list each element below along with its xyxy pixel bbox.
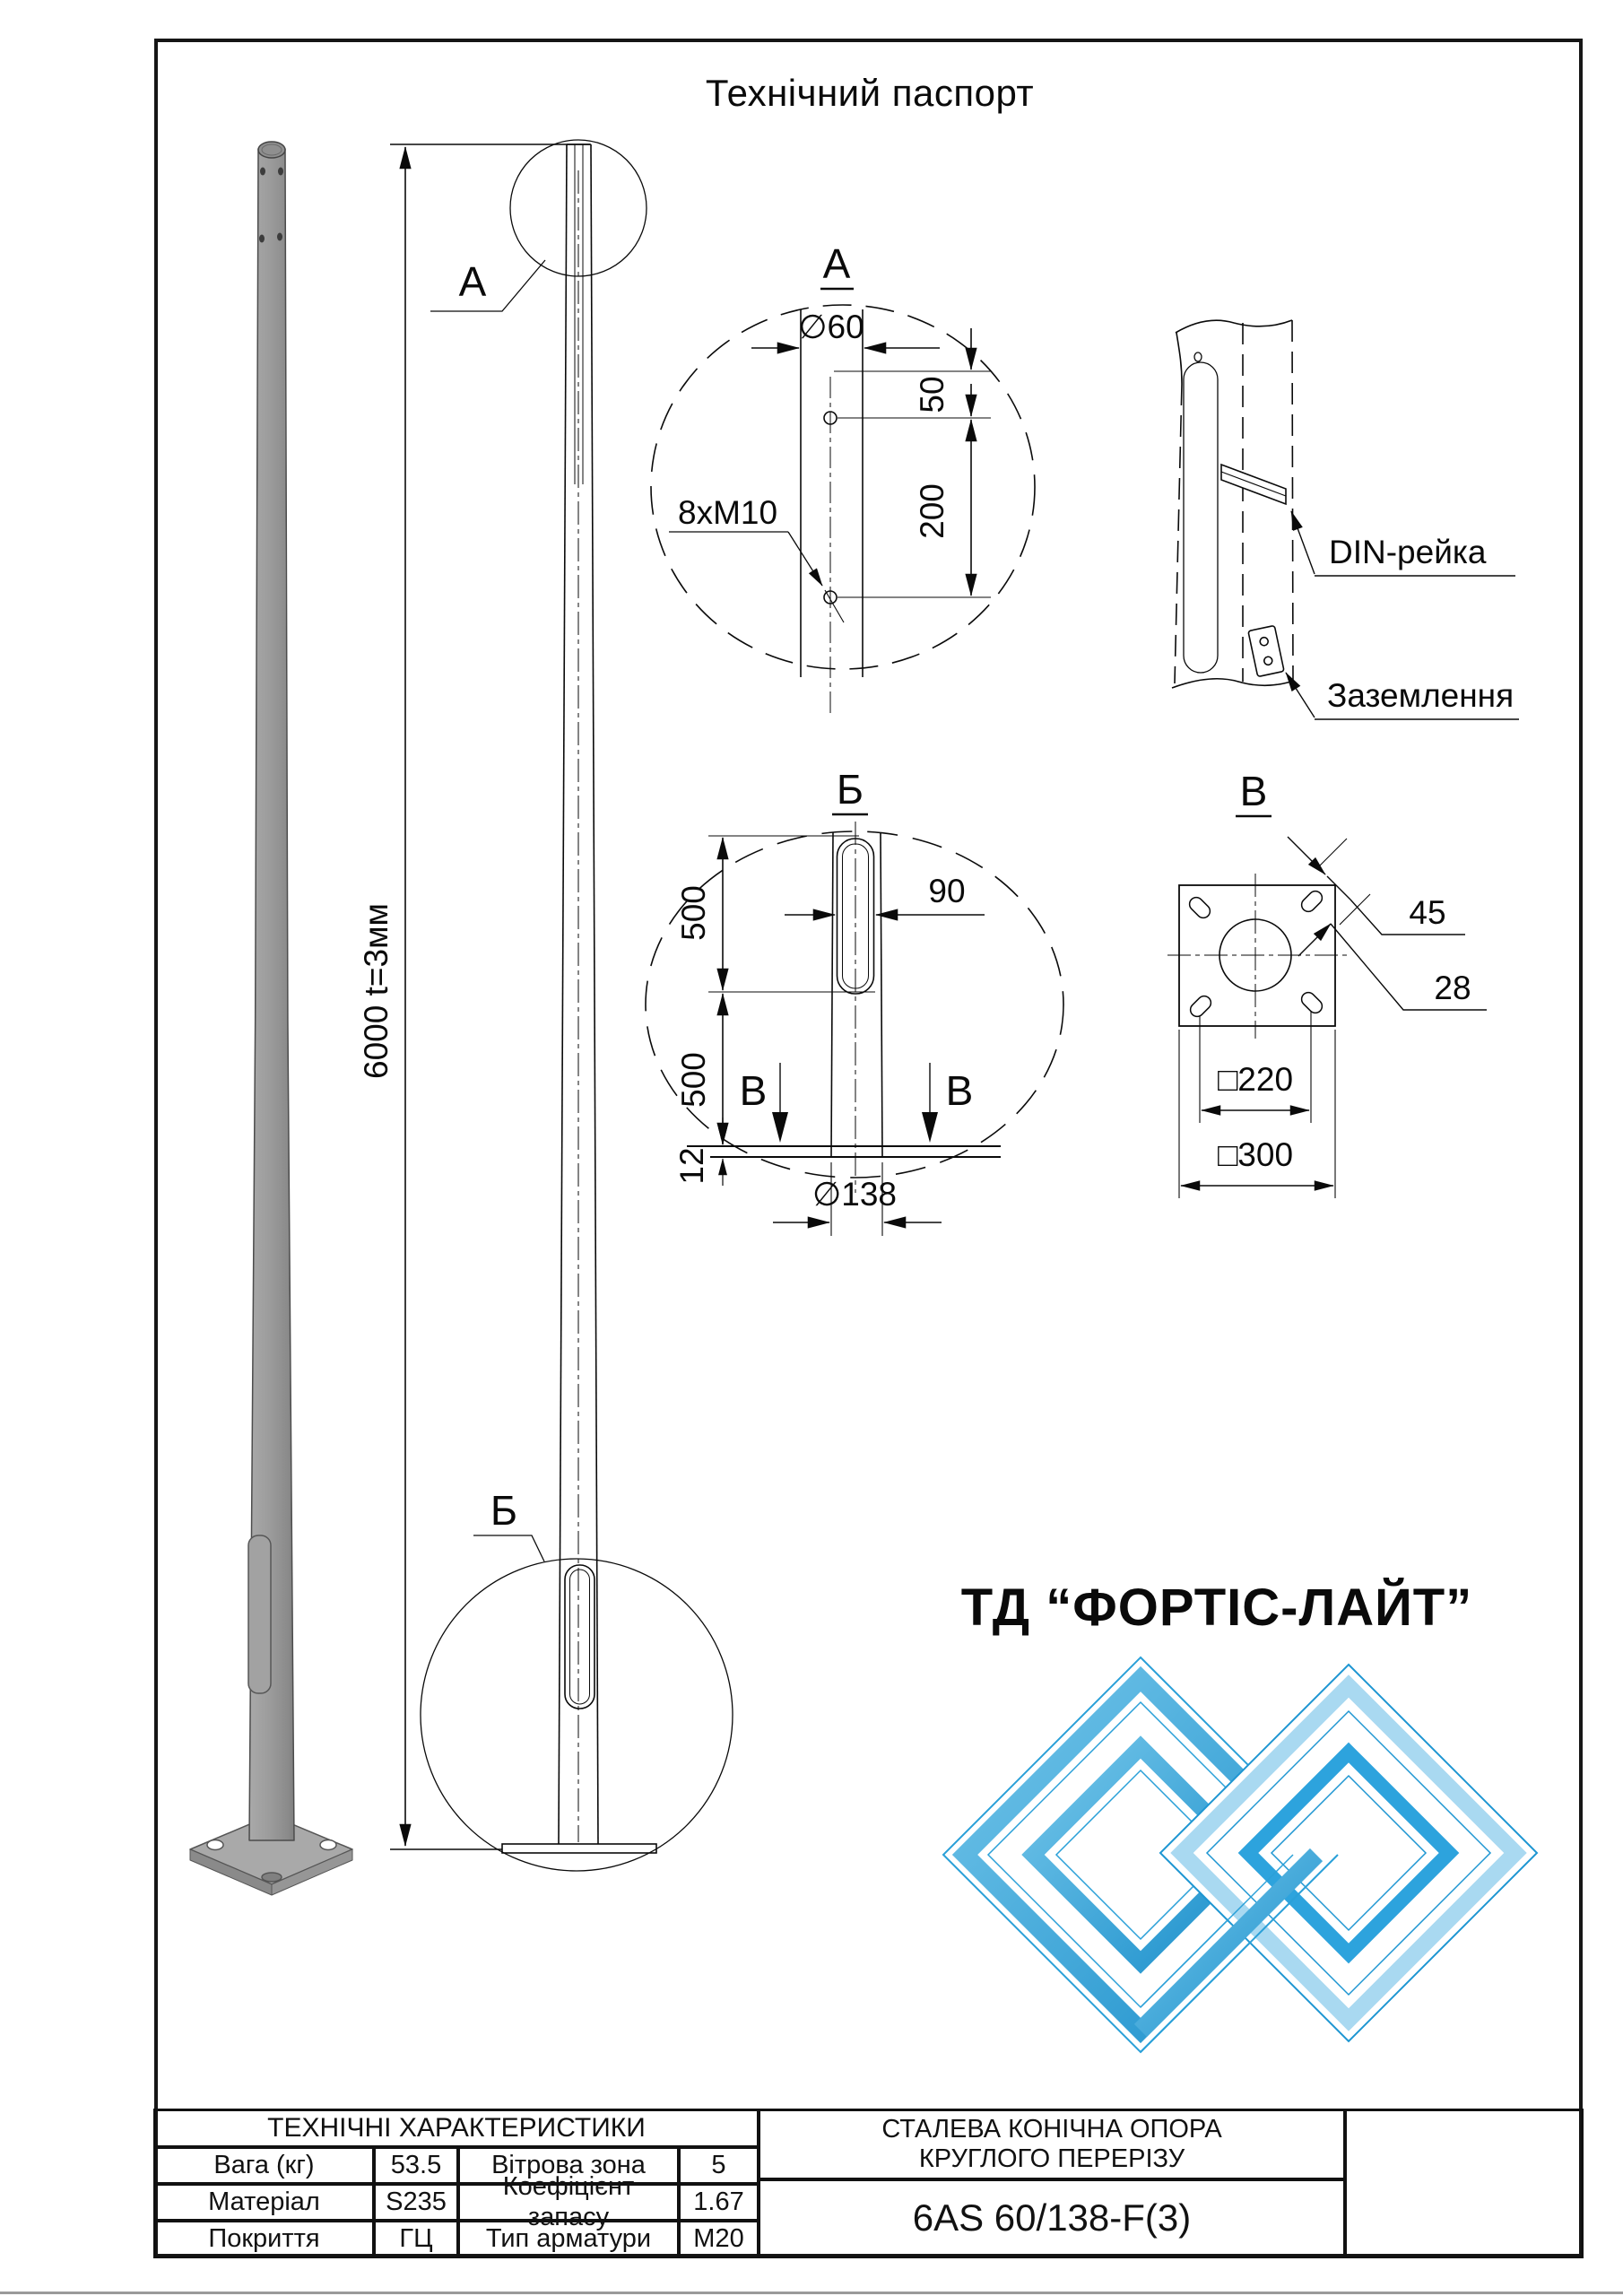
din-pole-right-dashed <box>1292 320 1293 681</box>
detail-v-300-label: □300 <box>1217 1136 1294 1173</box>
grounding-label: Заземлення <box>1327 677 1515 714</box>
detail-v-slot-tr <box>1299 889 1325 915</box>
ground-leader-diag <box>1286 673 1315 718</box>
page-title: Технічний паспорт <box>705 72 1035 114</box>
section-b-right-label: В <box>945 1067 974 1114</box>
detail-a-holes-leader-d <box>788 532 822 586</box>
page-bottom-edge <box>0 2292 1623 2294</box>
pole-slot-inner <box>570 1570 590 1704</box>
pole-3d-hole-1 <box>260 168 265 176</box>
detail-v-slot-tl <box>1187 895 1213 921</box>
detail-a-boundary <box>651 305 1035 669</box>
detail-a-holes-label: 8xM10 <box>678 494 778 531</box>
model-cell: 6AS 60/138-F(3) <box>759 2179 1345 2257</box>
product-name-cell <box>759 2109 1345 2179</box>
title-block-empty-cell <box>1345 2109 1583 2257</box>
logo-text: ТД “ФОРТІС-ЛАЙТ” <box>960 1578 1473 1637</box>
din-pole-left-dashed <box>1175 384 1182 683</box>
section-b-right-arrow <box>922 1112 938 1143</box>
detail-a-dia-label: ∅60 <box>798 309 864 345</box>
detail-a-holes-leader-tail <box>825 590 844 622</box>
detail-v-28-arrow <box>1298 924 1331 956</box>
detail-b-ref-label: Б <box>490 1487 518 1534</box>
spec-row-param: Коефіцієнт запасу <box>458 2184 679 2221</box>
detail-b-90-label: 90 <box>928 873 966 909</box>
detail-v-slot-br <box>1299 990 1325 1016</box>
detail-b-title: Б <box>836 766 864 813</box>
detail-v-title: В <box>1239 768 1268 814</box>
section-b-left-label: В <box>739 1067 768 1114</box>
pole-base-plate <box>502 1844 656 1853</box>
detail-b-pole-left <box>831 832 833 1157</box>
spec-table <box>154 2109 1583 2257</box>
detail-b-138-label: ∅138 <box>812 1176 897 1213</box>
spec-row-param: Тип арматури <box>458 2221 679 2257</box>
spec-row-value: ГЦ <box>374 2221 458 2257</box>
detail-b-boundary <box>646 831 1063 1178</box>
din-ground-view <box>1172 320 1519 719</box>
detail-b-circle <box>421 1559 733 1871</box>
detail-v-45-ext2 <box>1340 894 1370 925</box>
detail-v-slot-bl <box>1188 994 1214 1020</box>
detail-v-view <box>1167 816 1487 1198</box>
detail-a-ref-label: A <box>458 258 487 305</box>
spec-row-value: 53.5 <box>374 2147 458 2184</box>
pole-elevation <box>390 140 733 1871</box>
detail-v-45-line <box>1327 876 1350 900</box>
elevation-height-dim: 6000 t=3мм <box>358 903 395 1079</box>
detail-v-45-label: 45 <box>1409 894 1446 931</box>
din-leader-diag <box>1291 511 1315 574</box>
detail-b-pole-right <box>881 832 882 1157</box>
din-pole-top-edge <box>1176 320 1292 333</box>
spec-row-value: 5 <box>679 2147 759 2184</box>
detail-v-220-label: □220 <box>1217 1061 1294 1098</box>
product-name-line1: СТАЛЕВА КОНІЧНА ОПОРА <box>881 2114 1222 2144</box>
spec-row-param: Покриття <box>154 2221 374 2257</box>
logo-right-link <box>1160 1665 1537 2041</box>
detail-a-50-label: 50 <box>914 376 950 413</box>
ground-plate <box>1248 625 1284 676</box>
pole-3d-base-slot-front <box>262 1873 282 1882</box>
detail-v-45-ext1 <box>1316 839 1347 869</box>
detail-b-12-label: 12 <box>673 1147 710 1185</box>
section-b-left-arrow <box>772 1112 788 1143</box>
logo-mark <box>943 1657 1537 2052</box>
spec-table-header: ТЕХНІЧНІ ХАРАКТЕРИСТИКИ <box>154 2109 759 2147</box>
detail-v-45-arrow <box>1288 837 1325 874</box>
detail-v-28-label: 28 <box>1434 970 1471 1006</box>
spec-row-param: Матеріал <box>154 2184 374 2221</box>
spec-row-value: 1.67 <box>679 2184 759 2221</box>
spec-row-value: M20 <box>679 2221 759 2257</box>
pole-3d-hole-2 <box>278 168 283 176</box>
pole-slot-outer <box>565 1565 595 1709</box>
pole-3d-render <box>190 142 352 1895</box>
spec-row-param: Вага (кг) <box>154 2147 374 2184</box>
din-rail-label: DIN-рейка <box>1329 534 1487 570</box>
din-pole-left-solid <box>1176 333 1182 384</box>
detail-b-leader <box>473 1535 544 1561</box>
din-pole-bottom-edge <box>1172 679 1294 688</box>
detail-v-45-leader <box>1350 900 1465 935</box>
detail-b-500b-label: 500 <box>675 1052 712 1108</box>
pole-3d-base-hole-left <box>207 1840 223 1850</box>
spec-row-value: S235 <box>374 2184 458 2221</box>
detail-a-leader <box>430 260 545 311</box>
detail-b-500a-label: 500 <box>675 885 712 941</box>
product-name-line2: КРУГЛОГО ПЕРЕРІЗУ <box>918 2144 1185 2173</box>
pole-3d-access-door <box>248 1535 271 1693</box>
din-opening-outline <box>1184 362 1218 673</box>
pole-3d-hole-3 <box>259 235 265 243</box>
pole-3d-hole-4 <box>277 233 282 241</box>
spec-row-param: Вітрова зона <box>458 2147 679 2184</box>
detail-a-title: A <box>822 240 851 287</box>
detail-a-200-label: 200 <box>914 483 950 539</box>
pole-3d-base-hole-right <box>320 1840 336 1850</box>
din-top-hole <box>1194 352 1202 361</box>
